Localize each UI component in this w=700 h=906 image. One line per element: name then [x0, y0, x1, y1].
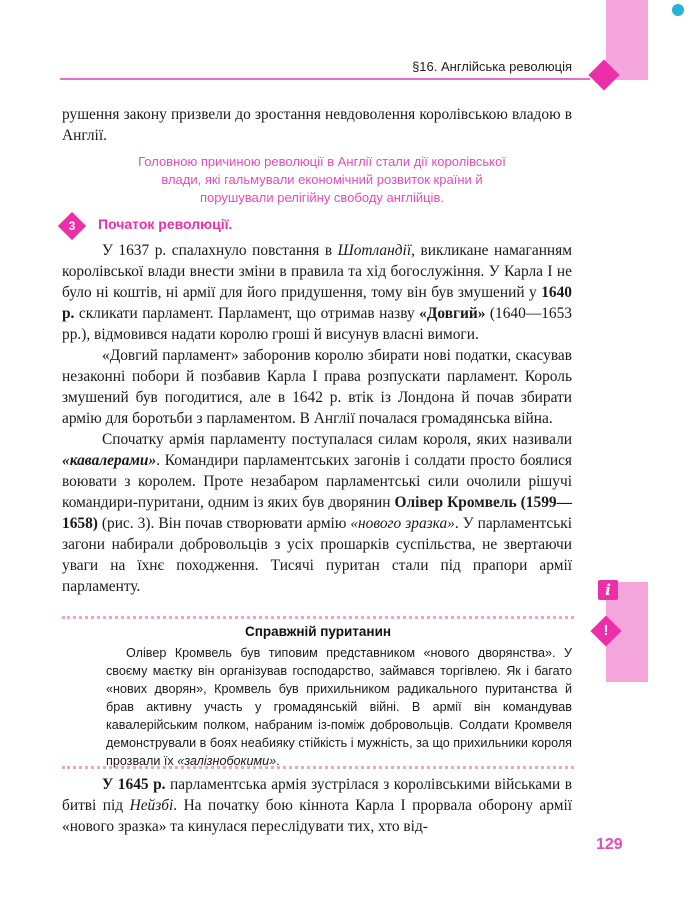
infobox-text [106, 644, 572, 770]
infobox-title: Справжній пуританин [244, 624, 392, 639]
p3-text-3: (рис. 3). Він почав створювати армію [97, 515, 351, 532]
paragraph-1 [62, 240, 572, 345]
intro-text: рушення закону призвели до зростання невдоволення королівською владою в Англії. [62, 106, 572, 144]
paragraph-3 [62, 429, 572, 597]
page-number: 129 [596, 836, 623, 853]
paragraph-4-block [62, 774, 572, 837]
p4-bold-1645: У 1645 р. [102, 776, 166, 793]
p1-bold-1640: 1640 р. [62, 284, 572, 322]
header-rule [60, 78, 590, 80]
intro-paragraph [62, 104, 572, 146]
p3-bold-cromwell: Олівер Кромвель (1599—1658) [62, 494, 572, 532]
infobox-paragraph [106, 644, 572, 770]
p4-italic-naseby: Нейзбі [129, 797, 174, 814]
p3-text-2: . Командири парламентських загонів і солдати просто боялися воювати з королем. Проте незабаром парламентські сили очолили рішучі командири-пуритани, одним із яких був дворянин [62, 452, 572, 511]
p3-italic-new-model: «нового зразка» [350, 515, 455, 532]
p4-text-2: . На початку бою кіннота Карла І прорвала оборону армії «нового зразка» та кинулася переслідувати тих, хто від- [62, 797, 573, 835]
corner-dot-icon [672, 4, 684, 16]
p1-text-2: , викликане намаганням королівської влади внести зміни в правила та хід богослужіння. У Карла І не було ні коштів, ні армії для його придушення, тому він був змушений у [62, 242, 572, 301]
infobox-bottom-divider [62, 766, 574, 769]
p1-bold-long-parliament: «Довгий» [419, 305, 486, 322]
paragraph-2: «Довгий парламент» заборонив королю збирати нові податки, скасував незаконні побори й позбавив Карла І права розпускати парламент. Король змушений був погодитися, але в 1642 р. втік із Лондона й почав збирати армію для боротьби з парламентом. В Англії почалася громадянська війна. [62, 347, 572, 427]
p3-term-cavaliers: «кавалерами» [62, 452, 157, 469]
p1-italic-scotland: Шотландії [337, 242, 412, 259]
infobox-italic-ironsides: «залізнобокими» [177, 754, 277, 768]
infobox-text-1: Олівер Кромвель був типовим представником «нового дворянства». У своєму маєтку він організував господарство, займався торгівлею. Як і багато «нових дворян», Кромвель був прихильником радикального пуританства й брав активну участь у громадянській війні. В армії він командував кавалерійським полком, набраним із-поміж добровольців. Солдати Кромвеля демонстрували в боях неабияку стійкість і мужність, за що прихильники короля прозвали їх [106, 646, 572, 768]
p4-text-1: парламентська армія зустрілася з королівськими військами в битві під [62, 776, 572, 814]
section-number: 3 [68, 219, 76, 233]
info-i-icon: i [598, 580, 618, 600]
key-conclusion-callout: Головною причиною революції в Англії стали дії королівської влади, які гальмували економічний розвиток країни й порушували релігійну свободу англійців. [138, 154, 506, 205]
page-header-title: §16. Англійська революція [412, 59, 572, 74]
p3-text-1: Спочатку армія парламенту поступалася силам короля, яких називали [102, 431, 572, 448]
section-title: Початок революції. [98, 216, 233, 232]
infobox-top-divider [62, 616, 574, 619]
infobox-text-2: . [276, 754, 280, 768]
p1-text-4: (1640—1653 рр.), відмовився надати королю гроші й висунув власні вимоги. [62, 305, 572, 343]
attention-mark: ! [603, 622, 609, 639]
p3-text-4: . У парламентські загони набирали добровольців з усіх прошарків суспільства, не звертаючи уваги на їхнє походження. Тисячі пуритан стали під прапори армії парламенту. [62, 515, 572, 595]
p1-text-3: скликати парламент. Парламент, що отримав назву [74, 305, 420, 322]
paragraph-4 [62, 774, 572, 837]
main-text [62, 240, 572, 597]
p1-text-1: У 1637 р. спалахнуло повстання в [102, 242, 338, 259]
